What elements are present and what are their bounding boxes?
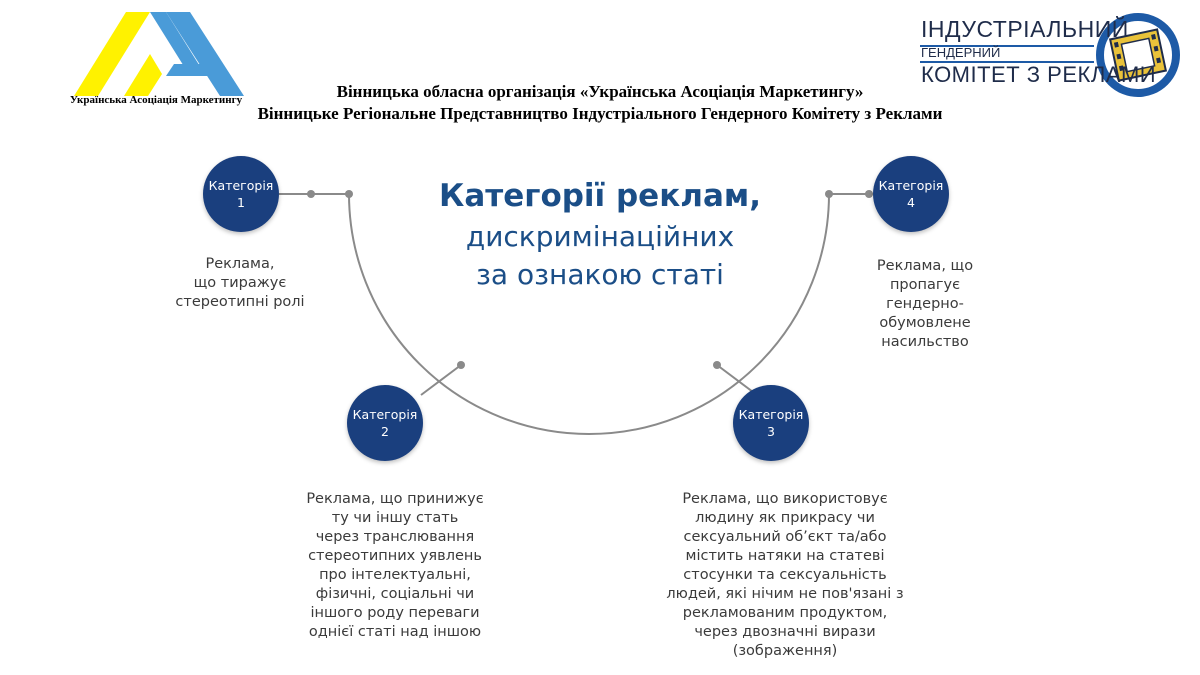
description-line: стереотипних уявлень (308, 548, 482, 564)
description-line: людину як прикрасу чи (695, 510, 875, 526)
description-line: (зображення) (732, 643, 838, 659)
description-line: що тиражує (193, 275, 287, 291)
category-number: 1 (237, 195, 245, 210)
description-line: гендерно- (886, 296, 964, 312)
category-1-description (170, 255, 310, 312)
igk-logo-line1: ІНДУСТРІАЛЬНИЙ (921, 16, 1129, 42)
uam-logo-caption: Українська Асоціація Маркетингу (69, 94, 243, 106)
category-4-description (855, 257, 995, 352)
diagram-title-line2: дискримінаційних (465, 220, 735, 253)
category-label: Категорія (738, 407, 804, 422)
diagram-title-line1: Категорії реклам, (439, 178, 761, 214)
description-line: сексуальний об’єкт та/або (683, 529, 887, 545)
category-label: Категорія (208, 178, 274, 193)
description-line: людей, які нічим не пов'язані з (666, 586, 904, 602)
description-line: Реклама, (205, 256, 275, 272)
description-line: ту чи іншу стать (331, 510, 459, 526)
description-line: пропагує (889, 277, 961, 293)
description-line: обумовлене (879, 315, 971, 331)
category-3-description (640, 490, 930, 661)
diagram-title-line3: за ознакою статі (476, 258, 724, 291)
category-label: Категорія (352, 407, 418, 422)
description-line: Реклама, що використовує (682, 491, 888, 507)
description-line: стереотипні ролі (175, 294, 305, 310)
category-number: 4 (907, 195, 915, 210)
category-1-node (203, 156, 279, 232)
igk-logo-line2: ГЕНДЕРНИЙ (921, 45, 1001, 60)
category-label: Категорія (878, 178, 944, 193)
category-number: 2 (381, 424, 389, 439)
category-2-description (270, 490, 520, 642)
connector-dot (865, 190, 873, 198)
description-line: іншого роду переваги (310, 605, 480, 621)
description-line: стосунки та сексуальність (683, 567, 887, 583)
description-line: однієї статі над іншою (308, 624, 482, 640)
header-line-2: Вінницьке Регіональне Представництво Індустріального Гендерного Комітету з Реклами (257, 104, 943, 123)
category-2-node (347, 385, 423, 461)
connector-dot (345, 190, 353, 198)
description-line: через транслювання (315, 529, 475, 545)
igk-logo-line3: КОМІТЕТ З РЕКЛАМИ (921, 62, 1157, 87)
description-line: насильство (881, 334, 969, 350)
description-line: фізичні, соціальні чи (315, 586, 475, 602)
description-line: містить натяки на статеві (685, 548, 885, 564)
description-line: через двозначні вирази (694, 624, 876, 640)
category-4-node (873, 156, 949, 232)
description-line: рекламованим продуктом, (682, 605, 888, 621)
description-line: Реклама, що принижує (306, 491, 484, 507)
connector-dot (457, 361, 465, 369)
description-line: Реклама, що (876, 258, 974, 274)
category-3-node (733, 385, 809, 461)
connector-dot (307, 190, 315, 198)
category-number: 3 (767, 424, 775, 439)
connector-line-2 (421, 365, 461, 395)
connector-dot (713, 361, 721, 369)
header-line-1: Вінницька обласна організація «Українська Асоціація Маркетингу» (336, 82, 864, 101)
description-line: про інтелектуальні, (319, 567, 471, 583)
